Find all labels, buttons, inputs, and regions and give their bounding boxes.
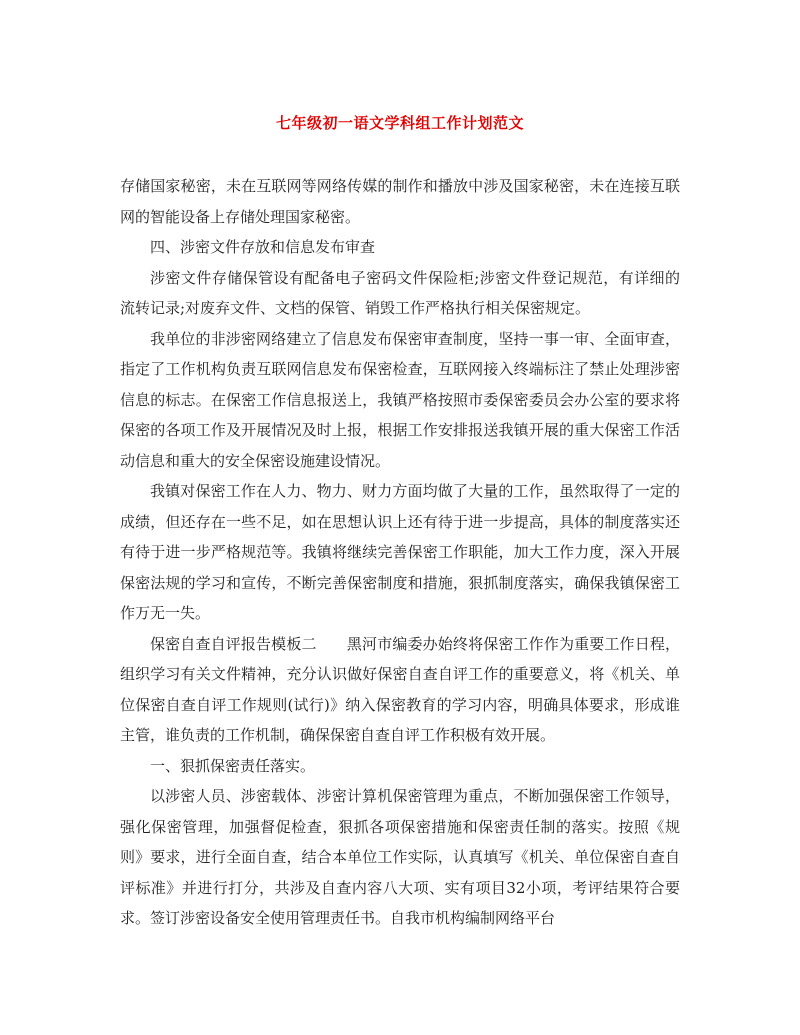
- paragraph: 以涉密人员、涉密载体、涉密计算机保密管理为重点，不断加强保密工作领导，强化保密管理，加强督促检查，狠抓各项保密措施和保密责任制的落实。按照《规则》要求，进行全面自查，结合本单位工作实际，认真填写《机关、单位保密自查自评标准》并进行打分，共涉及自查内容八大项、实有项目32小项，考评结果符合要求。签订涉密设备安全使用管理责任书。自我市机构编制网络平台: [120, 787, 680, 927]
- paragraph: 我单位的非涉密网络建立了信息发布保密审查制度，坚持一事一审、全面审查，指定了工作机构负责互联网信息发布保密检查，互联网接入终端标注了禁止处理涉密信息的标志。在保密工作信息报送上，我镇严格按照市委保密委员会办公室的要求将保密的各项工作及开展情况及时上报，根据工作安排报送我镇开展的重大保密工作活动信息和重大的安全保密设施建设情况。: [120, 329, 680, 470]
- document-title: 七年级初一语文学科组工作计划范文: [275, 114, 524, 132]
- document-body: [120, 171, 680, 934]
- section-heading: 一、狠抓保密责任落实。: [150, 756, 316, 775]
- section-heading: 四、涉密文件存放和信息发布审查: [150, 238, 376, 256]
- paragraph: 保密自查自评报告模板二 黑河市编委办始终将保密工作作为重要工作日程，组织学习有关文件精神，充分认识做好保密自查自评工作的重要意义，将《机关、单位保密自查自评工作规则(试行)》纳入保密教育的学习内容，明确具体要求，形成谁主管，谁负责的工作机制，确保保密自查自评工作积极有效开展。: [120, 634, 680, 744]
- paragraph: 涉密文件存储保管设有配备电子密码文件保险柜;涉密文件登记规范，有详细的流转记录;对废弃文件、文档的保管、销毁工作严格执行相关保密规定。: [120, 268, 680, 317]
- paragraph: 存储国家秘密，未在互联网等网络传媒的制作和播放中涉及国家秘密，未在连接互联网的智能设备上存储处理国家秘密。: [120, 177, 680, 226]
- paragraph: 我镇对保密工作在人力、物力、财力方面均做了大量的工作，虽然取得了一定的成绩，但还存在一些不足，如在思想认识上还有待于进一步提高，具体的制度落实还有待于进一步严格规范等。我镇将继续完善保密工作职能，加大工作力度，深入开展保密法规的学习和宣传，不断完善保密制度和措施，狠抓制度落实，确保我镇保密工作万无一失。: [120, 482, 680, 622]
